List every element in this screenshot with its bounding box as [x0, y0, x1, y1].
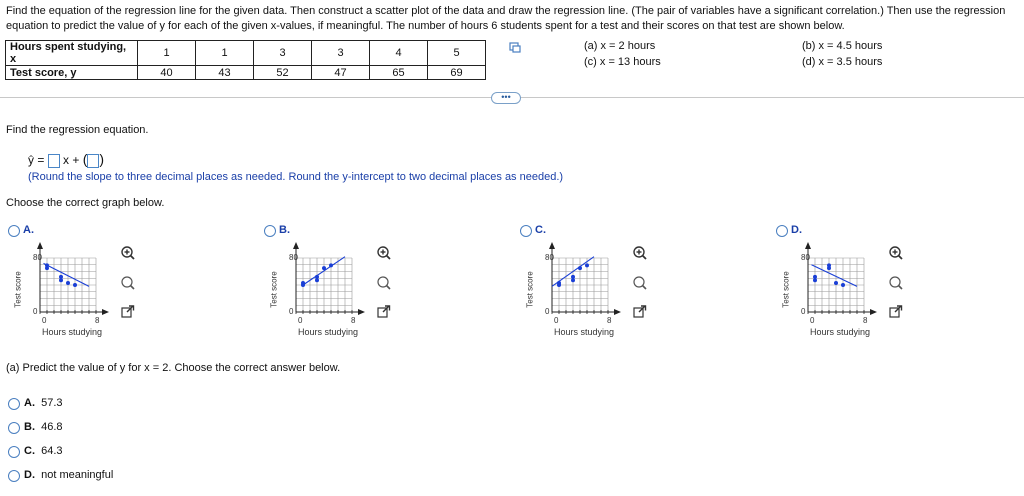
choose-graph-prompt: Choose the correct graph below.: [6, 197, 165, 209]
table-cell: 5: [428, 41, 486, 66]
x-tick-label-0: 0: [810, 316, 815, 325]
table-cell: 40: [138, 66, 196, 80]
x-tick-label-0: 0: [554, 316, 559, 325]
y-axis-label: Test score: [525, 271, 535, 308]
open-new-window-icon[interactable]: [121, 305, 135, 319]
table-row: [6, 41, 486, 66]
data-point: [301, 281, 305, 285]
x-tick-label-8: 8: [607, 316, 612, 325]
y-axis-arrow: [549, 242, 555, 249]
intercept-input[interactable]: [87, 154, 99, 168]
table-cell: 1: [196, 41, 254, 66]
x-tick-label-0: 0: [298, 316, 303, 325]
x-axis-label: Hours studying: [554, 327, 615, 337]
y-tick-label-80: 80: [545, 253, 554, 262]
table-cell: 69: [428, 66, 486, 80]
data-point: [45, 266, 49, 270]
problem-statement: Find the equation of the regression line for the given data. Then construct a scatter plot of the data and draw the regression line. (The pair of variables have a significant correlation.) Then use the regression equation to predict the value of y for each of the given x-values, if meaningful. The number of hours 6 students spent for a test and their scores on that test are shown below.: [6, 5, 1006, 32]
table-cell: 52: [254, 66, 312, 80]
table-row: [6, 66, 486, 80]
zoom-in-icon[interactable]: [889, 246, 903, 260]
zoom-out-icon[interactable]: [377, 276, 391, 290]
y-axis-arrow: [37, 242, 43, 249]
answer-option-c[interactable]: [24, 445, 63, 457]
zoom-out-icon[interactable]: [121, 276, 135, 290]
data-point: [585, 263, 589, 267]
zoom-in-icon[interactable]: [121, 246, 135, 260]
graph-radio-b[interactable]: [264, 225, 276, 237]
scatter-plot-d: [798, 244, 888, 324]
option-letter: C.: [24, 445, 35, 457]
y-tick-label-80: 80: [33, 253, 42, 262]
scatter-plot-c: [542, 244, 632, 324]
open-new-window-icon[interactable]: [633, 305, 647, 319]
table-cell: 43: [196, 66, 254, 80]
y-tick-label-0: 0: [545, 307, 550, 316]
x-axis-label: Hours studying: [810, 327, 871, 337]
open-new-window-icon[interactable]: [889, 305, 903, 319]
answer-option-d[interactable]: [24, 469, 113, 481]
open-new-window-icon[interactable]: [377, 305, 391, 319]
open-paren: (: [82, 151, 88, 167]
zoom-out-icon[interactable]: [889, 276, 903, 290]
regression-instruction: Find the regression equation.: [6, 124, 149, 136]
x-axis-label: Hours studying: [298, 327, 359, 337]
row-label-score: Test score, y: [6, 66, 138, 80]
table-cell: 47: [312, 66, 370, 80]
graph-option-label[interactable]: B.: [279, 224, 290, 236]
data-point: [315, 275, 319, 279]
y-tick-label-80: 80: [289, 253, 298, 262]
x-tick-label-8: 8: [863, 316, 868, 325]
table-cell: 1: [138, 41, 196, 66]
part-a-question: (a) Predict the value of y for x = 2. Choose the correct answer below.: [6, 362, 341, 374]
rounding-note: (Round the slope to three decimal places as needed. Round the y-intercept to two decimal places as needed.): [28, 171, 564, 183]
scatter-plot-b: [286, 244, 376, 324]
data-point: [322, 266, 326, 270]
x-plus-label: x +: [63, 153, 80, 167]
scatter-plot-a: [30, 244, 120, 324]
option-text: 57.3: [41, 397, 63, 409]
table-cell: 4: [370, 41, 428, 66]
condition-c: (c) x = 13 hours: [584, 56, 661, 68]
data-point: [329, 263, 333, 267]
data-point: [834, 281, 838, 285]
x-axis-arrow: [102, 309, 109, 315]
condition-a: (a) x = 2 hours: [584, 40, 656, 52]
y-tick-label-0: 0: [801, 307, 806, 316]
y-axis-arrow: [805, 242, 811, 249]
answer-radio-b[interactable]: [8, 422, 20, 434]
close-paren: ): [99, 151, 105, 167]
table-cell: 3: [312, 41, 370, 66]
x-tick-label-0: 0: [42, 316, 47, 325]
x-axis-label: Hours studying: [42, 327, 103, 337]
zoom-in-icon[interactable]: [377, 246, 391, 260]
copy-data-icon[interactable]: [509, 42, 521, 53]
data-point: [578, 266, 582, 270]
graph-option-label[interactable]: D.: [791, 224, 802, 236]
zoom-in-icon[interactable]: [633, 246, 647, 260]
data-point: [841, 283, 845, 287]
x-tick-label-8: 8: [95, 316, 100, 325]
answer-option-a[interactable]: [24, 397, 63, 409]
row-label-hours: Hours spent studying, x: [6, 41, 138, 66]
x-axis-arrow: [358, 309, 365, 315]
x-axis-arrow: [614, 309, 621, 315]
data-point: [827, 263, 831, 267]
answer-option-b[interactable]: [24, 421, 63, 433]
option-text: 46.8: [41, 421, 63, 433]
graph-radio-a[interactable]: [8, 225, 20, 237]
answer-radio-a[interactable]: [8, 398, 20, 410]
answer-radio-c[interactable]: [8, 446, 20, 458]
option-text: 64.3: [41, 445, 63, 457]
data-point: [557, 281, 561, 285]
option-letter: B.: [24, 421, 35, 433]
y-tick-label-0: 0: [33, 307, 38, 316]
y-axis-label: Test score: [781, 271, 791, 308]
y-axis-label: Test score: [13, 271, 23, 308]
data-point: [813, 278, 817, 282]
slope-input[interactable]: [48, 154, 60, 168]
option-letter: A.: [24, 397, 35, 409]
y-tick-label-80: 80: [801, 253, 810, 262]
graph-option-label[interactable]: C.: [535, 224, 546, 236]
condition-d: (d) x = 3.5 hours: [802, 56, 883, 68]
y-axis-label: Test score: [269, 271, 279, 308]
y-axis-arrow: [293, 242, 299, 249]
answer-radio-d[interactable]: [8, 470, 20, 482]
graph-radio-d[interactable]: [776, 225, 788, 237]
table-cell: 65: [370, 66, 428, 80]
table-cell: 3: [254, 41, 312, 66]
data-point: [73, 283, 77, 287]
expand-more-button[interactable]: •••: [491, 92, 521, 104]
data-point: [571, 278, 575, 282]
option-text: not meaningful: [41, 469, 114, 481]
regression-equation: [28, 151, 104, 168]
data-point: [66, 281, 70, 285]
option-letter: D.: [24, 469, 35, 481]
graph-radio-c[interactable]: [520, 225, 532, 237]
y-tick-label-0: 0: [289, 307, 294, 316]
condition-b: (b) x = 4.5 hours: [802, 40, 883, 52]
data-table: [5, 40, 486, 80]
graph-option-label[interactable]: A.: [23, 224, 34, 236]
zoom-out-icon[interactable]: [633, 276, 647, 290]
x-axis-arrow: [870, 309, 877, 315]
data-point: [59, 278, 63, 282]
x-tick-label-8: 8: [351, 316, 356, 325]
yhat-label: ŷ =: [28, 153, 45, 167]
